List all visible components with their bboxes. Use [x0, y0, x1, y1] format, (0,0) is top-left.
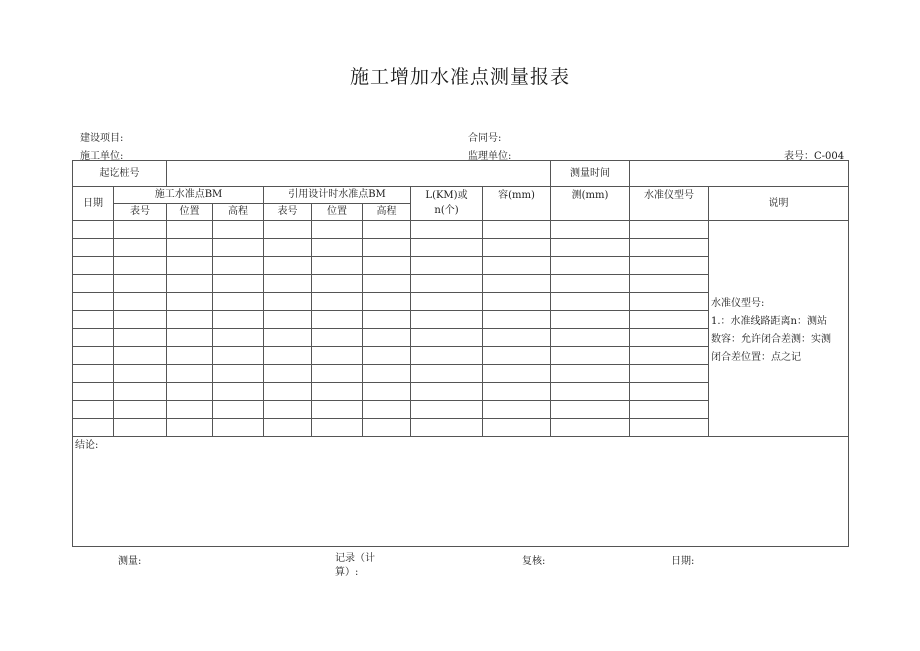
sub-col-table-no: 表号 [114, 204, 167, 221]
distance-header [411, 187, 483, 221]
conclusion-label: 结论: [75, 440, 99, 451]
notes-line: 水准仪型号: [711, 297, 765, 309]
bm-construction-header: 施工水准点BM [114, 187, 264, 204]
sub-col-position: 位置 [312, 204, 363, 221]
sub-col-table-no: 表号 [264, 204, 312, 221]
page-title: 施工增加水准点测量报表 [349, 66, 570, 88]
notes-line: 闭合差位置：点之记 [711, 351, 802, 363]
project-label: 建设项目: [80, 133, 124, 144]
form-number: 表号：C-004 [784, 151, 845, 162]
contract-label: 合同号: [468, 133, 502, 144]
bm-design-header: 引用设计时水准点BM [264, 187, 411, 204]
signature-measure: 测量: [118, 556, 142, 567]
sub-col-elevation: 高程 [363, 204, 411, 221]
instrument-header: 水准仪型号 [630, 187, 709, 221]
signature-record-line1: 记录（计 [335, 553, 375, 564]
measured-header: 测(mm) [551, 187, 630, 221]
survey-table [72, 160, 849, 547]
notes-cell [709, 221, 849, 437]
supervisor-label: 监理单位: [468, 151, 512, 162]
date-header: 日期 [73, 187, 114, 221]
conclusion-field[interactable] [73, 437, 849, 547]
sub-col-position: 位置 [167, 204, 213, 221]
explain-header: 说明 [709, 187, 849, 221]
header-row-1 [73, 161, 849, 187]
conclusion-row [73, 437, 849, 547]
start-pile-label: 起讫桩号 [73, 161, 167, 187]
tolerance-header: 容(mm) [483, 187, 551, 221]
signature-review: 复核: [522, 556, 546, 567]
signature-record-line2: 算）: [335, 567, 359, 578]
signature-record [335, 552, 375, 580]
survey-time-label: 测量时间 [551, 161, 630, 187]
table-row [73, 221, 849, 239]
notes-line: 1.：水准线路距离n：测站 [711, 315, 827, 327]
distance-header-line1: L(KM)或 [425, 190, 468, 201]
notes-line: 数容：允许闭合差测：实测 [711, 333, 832, 345]
start-pile-value [167, 161, 551, 187]
sub-col-elevation: 高程 [213, 204, 264, 221]
header-row-2 [73, 187, 849, 204]
signature-date: 日期: [671, 556, 695, 567]
survey-time-value [630, 161, 849, 187]
unit-label: 施工单位: [80, 151, 124, 162]
distance-header-line2: n(个) [434, 205, 459, 216]
